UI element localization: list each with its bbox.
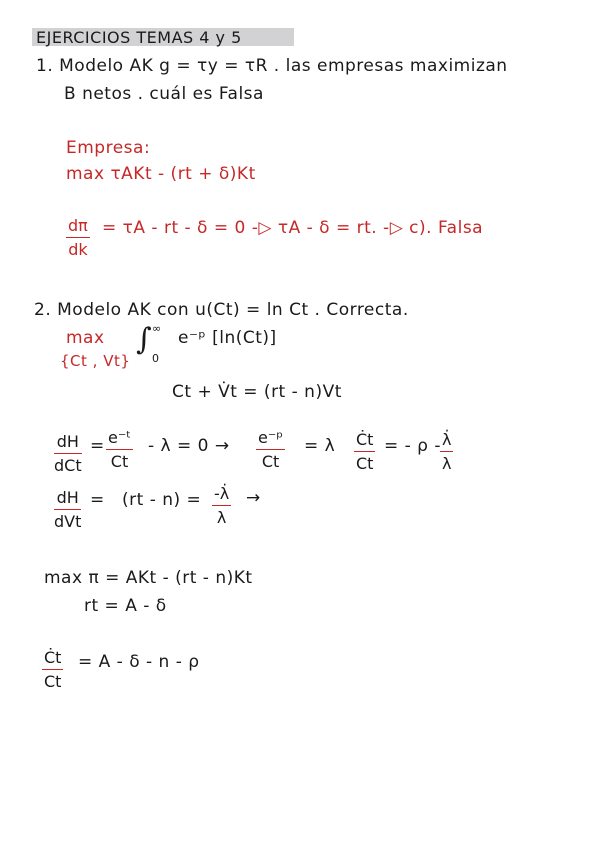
q2-h2-eq: = bbox=[90, 490, 105, 510]
q2-h1-c-num: Ċt bbox=[354, 430, 375, 452]
q2-h1-fraction bbox=[54, 432, 82, 475]
q1-foc-rest: = τA - rt - δ = 0 -▷ τA - δ = rt. -▷ c). Falsa bbox=[102, 218, 484, 238]
q2-h1-l-num: λ̇ bbox=[440, 430, 453, 452]
q2-h2-arrow: → bbox=[246, 488, 261, 508]
q2-h1-lam: = λ bbox=[304, 436, 336, 456]
q2-h1-eq: = bbox=[90, 436, 105, 456]
q1-foc-den: dk bbox=[68, 240, 88, 259]
q2-line1: 2. Modelo AK con u(Ct) = ln Ct . Correcta. bbox=[34, 300, 409, 320]
q2-h1-f-den: Ct bbox=[110, 452, 129, 471]
q2-h1-g-fraction bbox=[256, 428, 285, 471]
q2-h2-l-fraction bbox=[212, 484, 231, 527]
q2-h1-l-den: λ bbox=[442, 454, 452, 473]
q2-max: max bbox=[66, 328, 105, 348]
q2-h2-l-den: λ bbox=[216, 508, 227, 527]
q1-foc-num: dπ bbox=[66, 216, 90, 238]
q2-h1-l-fraction bbox=[440, 430, 453, 473]
q2-h1-g-den: Ct bbox=[261, 452, 280, 471]
q1-objective: max τAKt - (rt + δ)Kt bbox=[66, 164, 256, 184]
q1-empresa-label: Empresa: bbox=[66, 138, 151, 158]
q2-h2-num: dH bbox=[54, 488, 81, 510]
q2-integral-sign: ∫ bbox=[136, 322, 152, 357]
q2-h1-c-den: Ct bbox=[356, 454, 374, 473]
q2-h1-c-fraction bbox=[354, 430, 375, 473]
q1-line1: 1. Modelo AK g = τy = τR . las empresas maximizan bbox=[36, 56, 508, 76]
q1-foc-fraction bbox=[66, 216, 90, 259]
q2-h1-f-num: e⁻ᵗ bbox=[106, 428, 133, 450]
q2-g-den: Ct bbox=[44, 672, 62, 691]
q2-h1-mid: - λ = 0 → bbox=[148, 436, 230, 456]
q2-h2-mid: (rt - n) = bbox=[122, 490, 202, 510]
q2-h1-tail: = - ρ - bbox=[384, 436, 442, 456]
q2-rt: rt = A - δ bbox=[84, 596, 167, 616]
q2-int-upper: ∞ bbox=[152, 322, 162, 335]
q1-line2: B netos . cuál es Falsa bbox=[64, 84, 264, 104]
q2-profit: max π = AKt - (rt - n)Kt bbox=[44, 568, 253, 588]
q2-h2-fraction bbox=[54, 488, 81, 531]
q2-h2-den: dVt bbox=[54, 512, 82, 531]
q2-g-num: Ċt bbox=[42, 648, 63, 670]
q2-growth-rest: = A - δ - n - ρ bbox=[78, 652, 200, 672]
q2-h1-f-fraction bbox=[106, 428, 133, 471]
q2-h2-l-num: -λ̇ bbox=[212, 484, 231, 506]
q2-int-lower: 0 bbox=[152, 352, 159, 365]
page-title: EJERCICIOS TEMAS 4 y 5 bbox=[36, 28, 242, 47]
q2-max-vars: {Ct , Vt} bbox=[60, 352, 131, 370]
q2-growth-fraction bbox=[42, 648, 63, 691]
q2-h1-g-num: e⁻ᵖ bbox=[256, 428, 285, 450]
q2-h1-num: dH bbox=[54, 432, 82, 454]
q2-h1-den: dCt bbox=[54, 456, 82, 475]
q2-constraint: Ct + V̇t = (rt - n)Vt bbox=[172, 382, 342, 402]
q2-integrand: e⁻ᵖ [ln(Ct)] bbox=[178, 328, 277, 348]
